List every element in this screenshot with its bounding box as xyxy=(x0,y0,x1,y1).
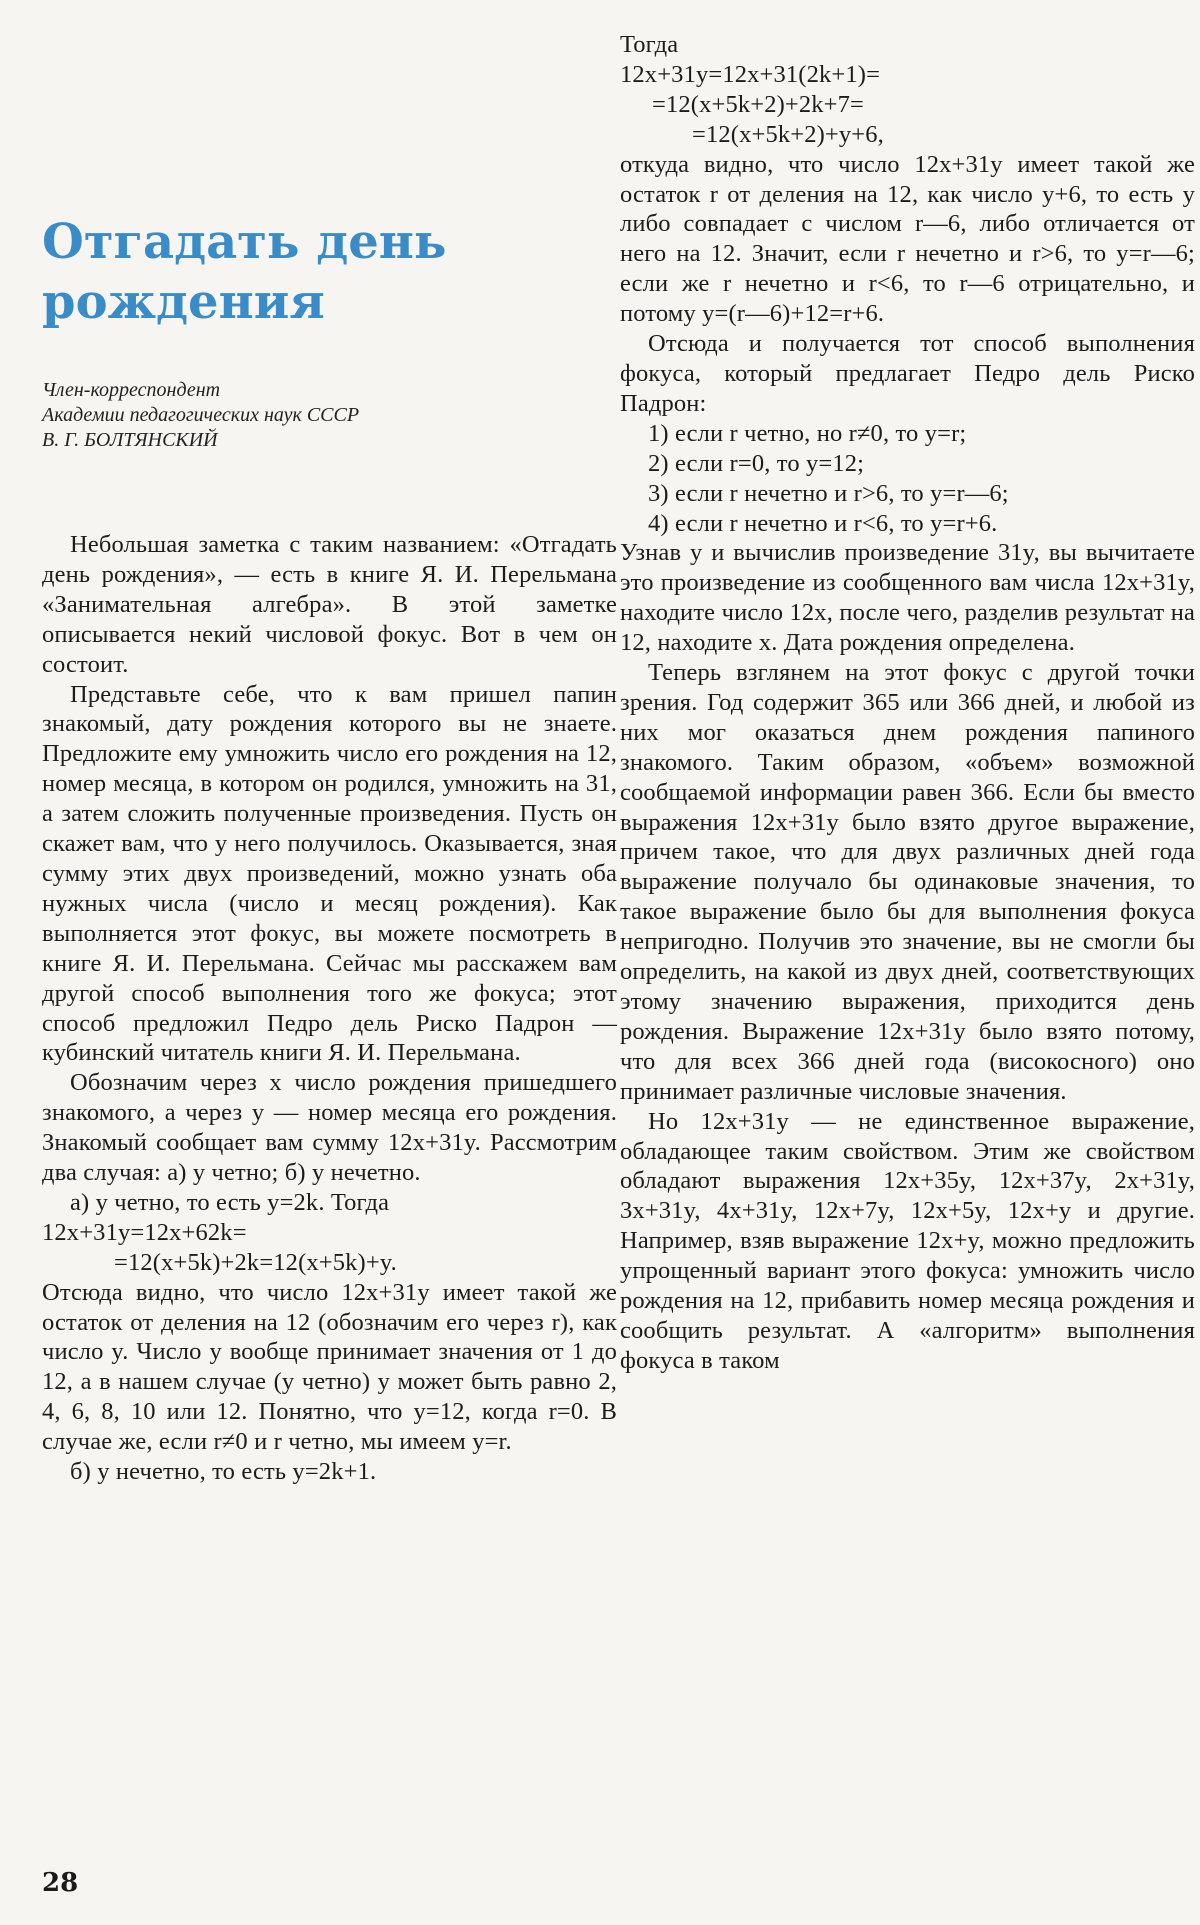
paragraph: Обозначим через x число рождения пришедшего знакомого, а через y — номер месяца его рождения. Знакомый сообщает вам сумму 12x+31y. Рассмотрим два случая: а) y четно; б) y нечетно. xyxy=(42,1069,617,1187)
paragraph: б) y нечетно, то есть y=2k+1. xyxy=(70,1458,377,1486)
paragraph: Отсюда и получается тот способ выполнения фокуса, который предлагает Педро дель Риско Падрон: xyxy=(620,330,1195,417)
page-number: 28 xyxy=(42,1868,79,1898)
author-position: Член-корреспондент xyxy=(42,379,221,401)
paragraph: а) y четно, то есть y=2k. Тогда xyxy=(70,1188,390,1216)
formula: =12(x+5k+2)+2k+7= xyxy=(652,90,865,118)
author-byline xyxy=(42,378,562,453)
left-column xyxy=(42,530,617,1487)
paragraph: Небольшая заметка с таким названием: «Отгадать день рождения», — есть в книге Я. И. Перельмана «Занимательная алгебра». В этой заметке описывается некий числовой фокус. Вот в чем он состоит. xyxy=(42,531,617,678)
author-academy: Академии педагогических наук СССР xyxy=(42,404,360,426)
right-column xyxy=(620,30,1195,1376)
list-item: 3) если r нечетно и r>6, то y=r—6; xyxy=(648,479,1009,507)
paragraph: Представьте себе, что к вам пришел папин знакомый, дату рождения которого вы не знаете. Предложите ему умножить число его рождения на 12, номер месяца, в котором он родился, умножить на 31, а затем сложить полученные произведения. Пусть он скажет вам, что у него получилось. Оказывается, зная сумму этих двух произведений, можно узнать оба нужных числа (число и месяц рождения). Как выполняется этот фокус, вы можете посмотреть в книге Я. И. Перельмана. Сейчас мы расскажем вам другой способ выполнения того же фокуса; этот способ предложил Педро дель Риско Падрон — кубинский читатель книги Я. И. Перельмана. xyxy=(42,680,617,1067)
formula: =12(x+5k+2)+y+6, xyxy=(692,120,884,148)
paragraph: Но 12x+31y — не единственное выражение, обладающее таким свойством. Этим же свойством обладают выражения 12x+35y, 12x+37y, 2x+31y, 3x+31y, 4x+31y, 12x+7y, 12x+5y, 12x+y и другие. Например, взяв выражение 12x+y, можно предложить упрощенный вариант этого фокуса: умножить число рождения на 12, прибавить номер месяца рождения и сообщить результат. А «алгоритм» выполнения фокуса в таком xyxy=(620,1107,1195,1374)
paragraph: Теперь взглянем на этот фокус с другой точки зрения. Год содержит 365 или 366 дней, и любой из них мог оказаться днем рождения папиного знакомого. Таким образом, «объем» возможной сообщаемой информации равен 366. Если бы вместо выражения 12x+31y было взято другое выражение, причем такое, что для двух различных дней года выражение получало бы одинаковые значения, то такое выражение было бы для выполнения фокуса непригодно. Получив это значение, вы не смогли бы определить, на какой из двух дней, соответствующих этому значению выражения, приходится день рождения. Выражение 12x+31y было взято потому, что для всех 366 дней года (високосного) оно принимает различные числовые значения. xyxy=(620,659,1195,1105)
paragraph: Тогда xyxy=(620,31,679,58)
author-name: В. Г. БОЛТЯНСКИЙ xyxy=(42,429,218,451)
list-item: 1) если r четно, но r≠0, то y=r; xyxy=(648,419,967,447)
formula: 12x+31y=12x+31(2k+1)= xyxy=(620,60,881,88)
formula: =12(x+5k)+2k=12(x+5k)+y. xyxy=(114,1248,397,1276)
list-item: 2) если r=0, то y=12; xyxy=(648,449,865,477)
paragraph: Узнав y и вычислив произведение 31y, вы вычитаете это произведение из сообщенного вам числа 12x+31y, находите число 12x, после чего, разделив результат на 12, находите x. Дата рождения определена. xyxy=(620,539,1195,657)
paragraph: откуда видно, что число 12x+31y имеет такой же остаток r от деления на 12, как число y+6, то есть y либо совпадает с числом r—6, либо отличается от него на 12. Значит, если r нечетно и r>6, то y=r—6; если же r нечетно и r<6, то r—6 отрицательно, и потому y=(r—6)+12=r+6. xyxy=(620,150,1195,328)
article-title: Отгадать день рождения xyxy=(42,214,447,330)
formula: 12x+31y=12x+62k= xyxy=(42,1218,247,1246)
list-item: 4) если r нечетно и r<6, то y=r+6. xyxy=(648,509,998,537)
paragraph: Отсюда видно, что число 12x+31y имеет такой же остаток от деления на 12 (обозначим его через r), как число y. Число y вообще принимает значения от 1 до 12, а в нашем случае (y четно) y может быть равно 2, 4, 6, 8, 10 или 12. Понятно, что y=12, когда r=0. В случае же, если r≠0 и r четно, мы имеем y=r. xyxy=(42,1278,617,1456)
